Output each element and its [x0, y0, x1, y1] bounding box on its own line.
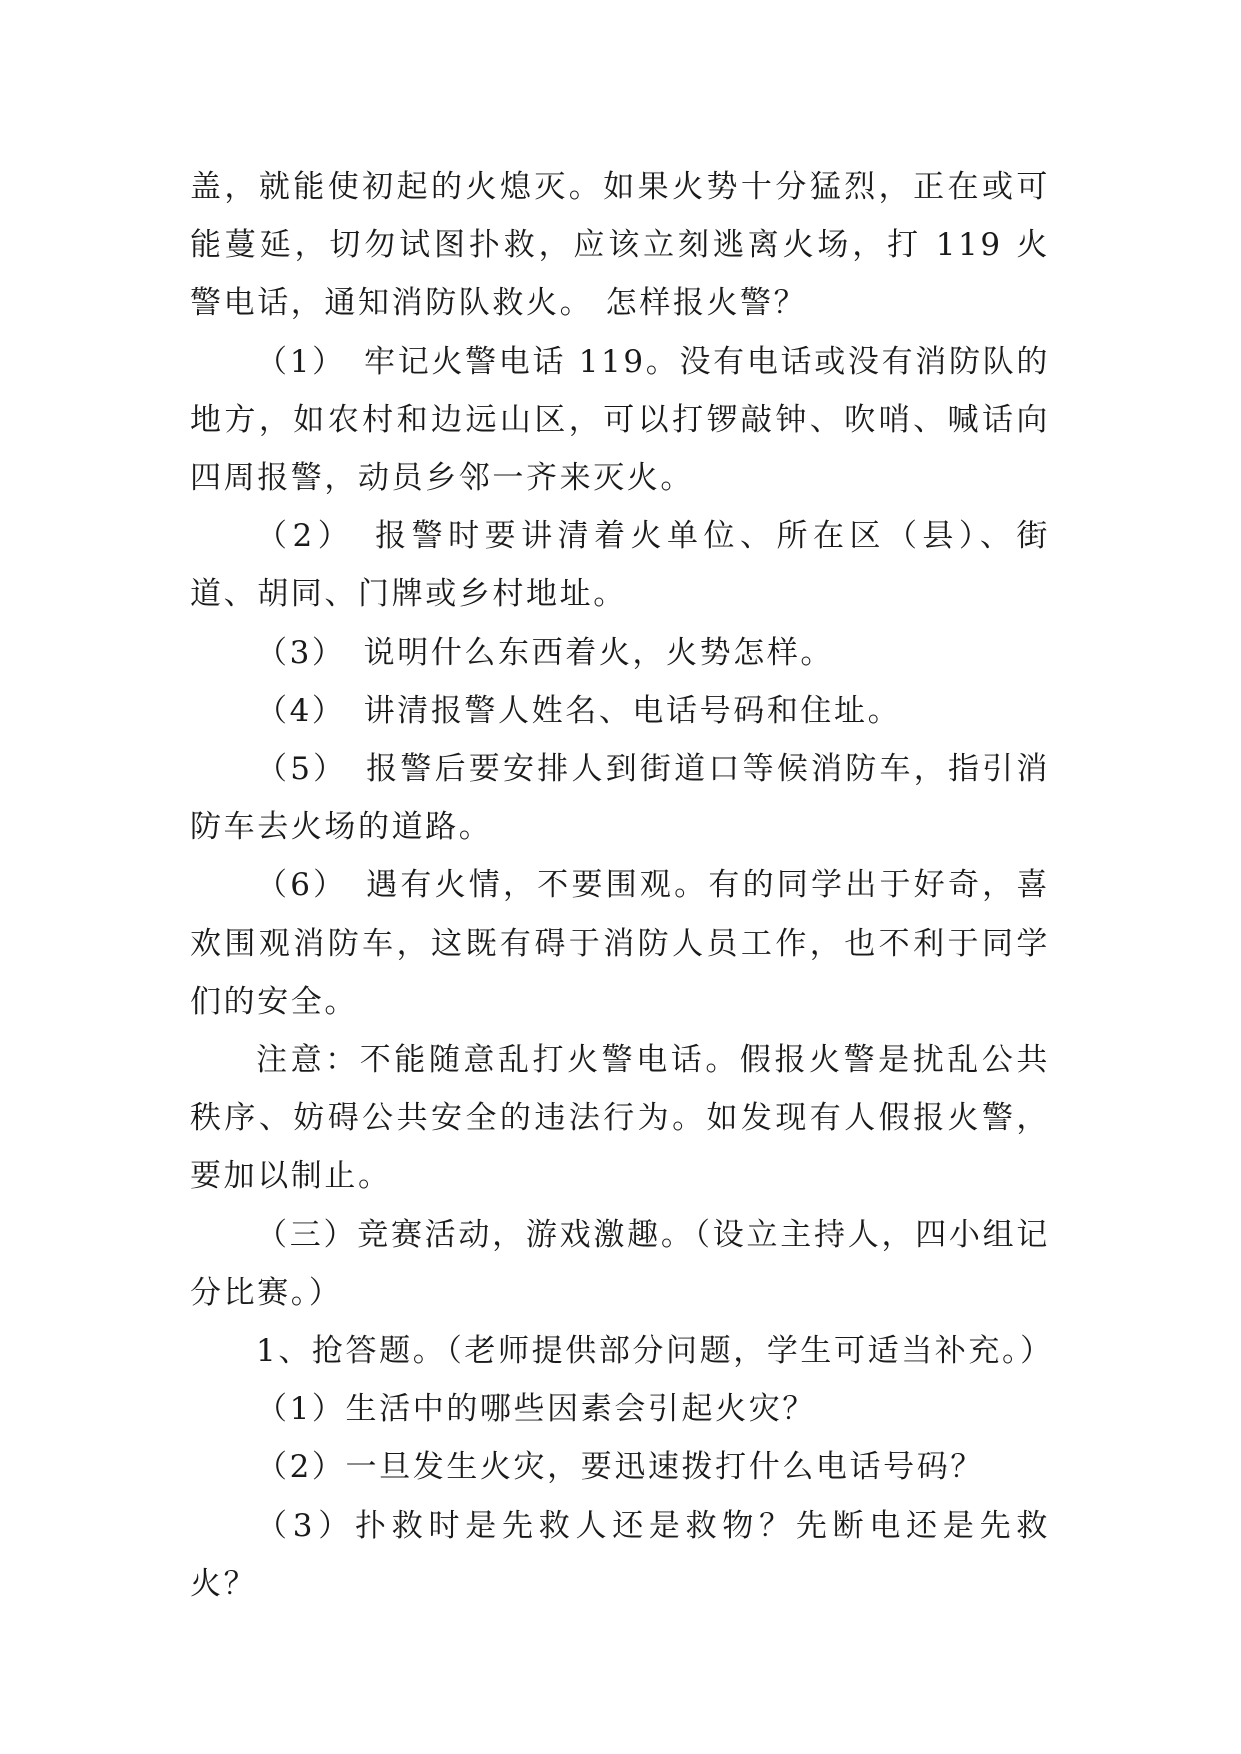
paragraph-section-3: （三）竞赛活动，游戏激趣。（设立主持人，四小组记分比赛。） [190, 1216, 1050, 1311]
paragraph-quiz-heading: 1、抢答题。（老师提供部分问题，学生可适当补充。） [256, 1333, 1054, 1370]
paragraph-notice: 注意：不能随意乱打火警电话。假报火警是扰乱公共秩序、妨碍公共安全的违法行为。如发现有人假报火警，要加以制止。 [190, 1042, 1050, 1195]
paragraph-item-5: （5） 报警后要安排人到街道口等候消防车，指引消防车去火场的道路。 [190, 751, 1050, 846]
paragraph-item-1: （1） 牢记火警电话 119。没有电话或没有消防队的地方，如农村和边远山区，可以打锣敲钟、吹哨、喊话向四周报警，动员乡邻一齐来灭火。 [190, 343, 1050, 497]
paragraph-item-2: （2） 报警时要讲清着火单位、所在区（县）、街道、胡同、门牌或乡村地址。 [190, 518, 1050, 613]
paragraph-item-6: （6） 遇有火情，不要围观。有的同学出于好奇，喜欢围观消防车，这既有碍于消防人员工作，也不利于同学们的安全。 [190, 867, 1050, 1020]
paragraph-quiz-q1: （1）生活中的哪些因素会引起火灾？ [256, 1391, 816, 1428]
paragraph-quiz-q3: （3）扑救时是先救人还是救物？先断电还是先救火？ [190, 1507, 1050, 1602]
paragraph-intro: 盖，就能使初起的火熄灭。如果火势十分猛烈，正在或可能蔓延，切勿试图扑救，应该立刻逃离火场，打 119 火警电话，通知消防队救火。 怎样报火警？ [190, 169, 1050, 322]
document-page [190, 158, 1054, 1613]
paragraph-quiz-q2: （2）一旦发生火灾，要迅速拨打什么电话号码？ [256, 1449, 984, 1486]
paragraph-item-3: （3） 说明什么东西着火，火势怎样。 [256, 634, 835, 671]
paragraph-item-4: （4） 讲清报警人姓名、电话号码和住址。 [256, 692, 902, 729]
